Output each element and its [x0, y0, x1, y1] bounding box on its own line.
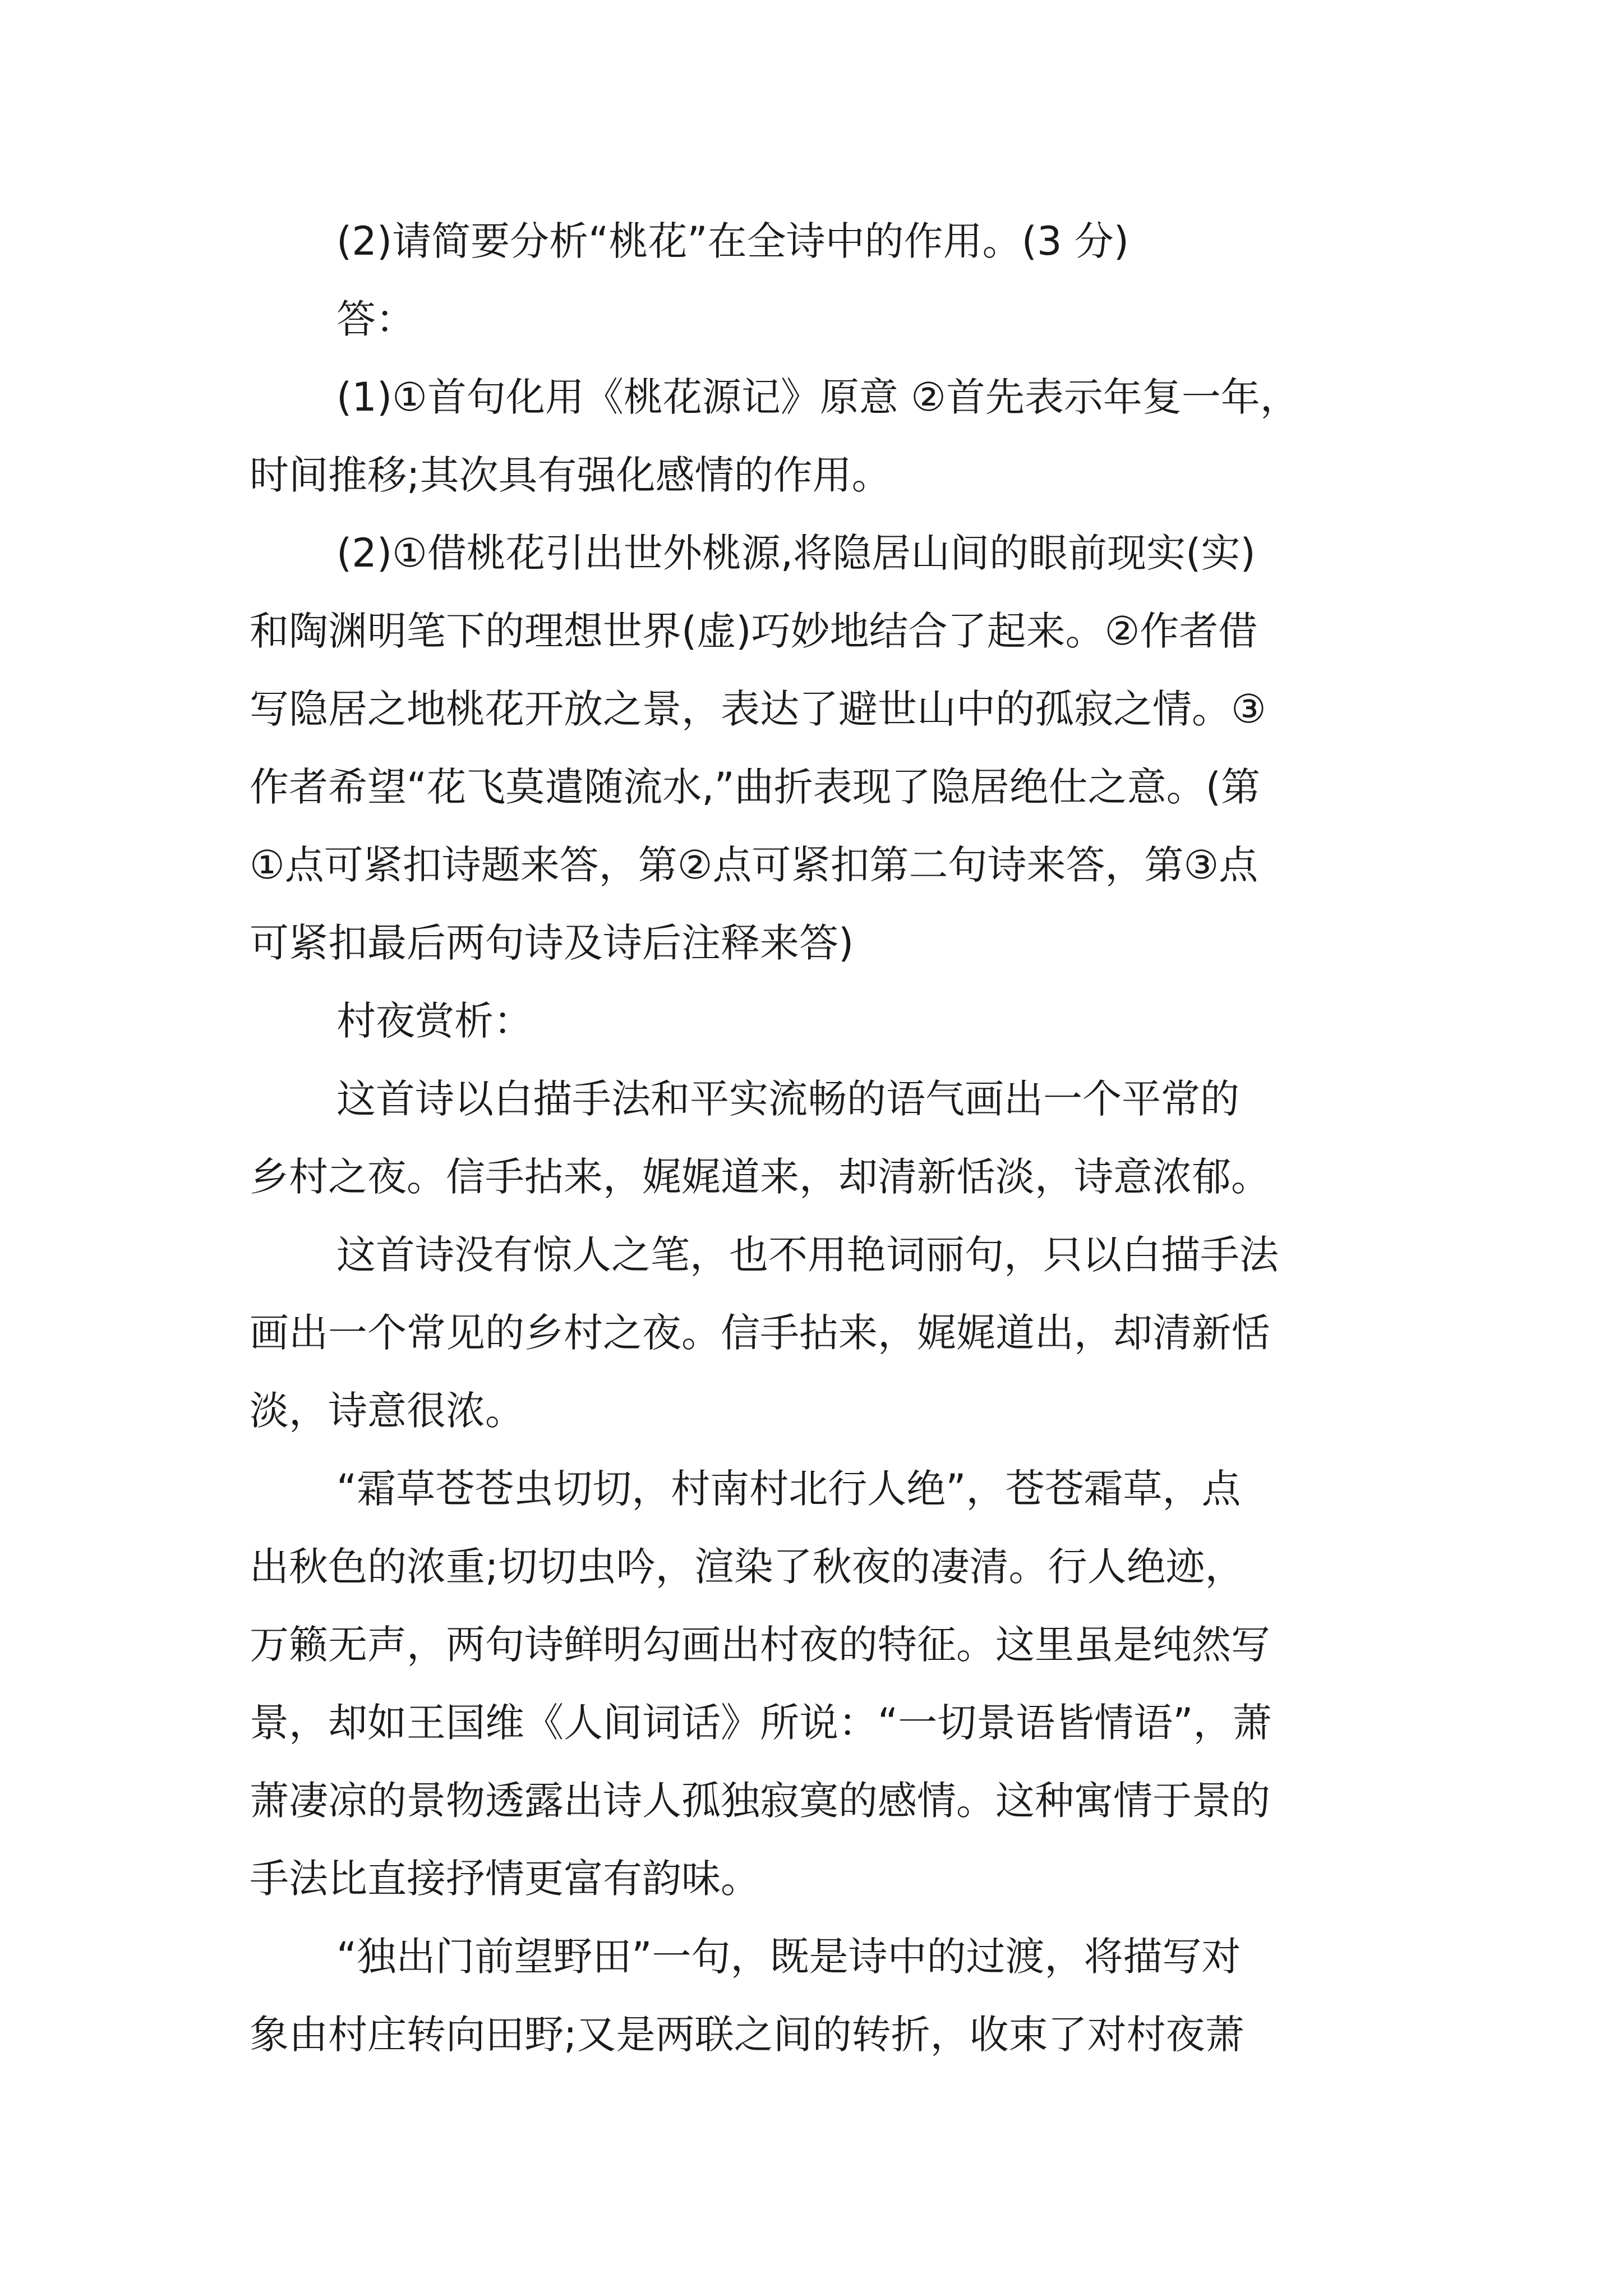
answer-2-line-1: (2)①借桃花引出世外桃源,将隐居山间的眼前现实(实)	[336, 530, 1256, 576]
section-heading: 村夜赏析：	[336, 998, 533, 1044]
paragraph-2-line-1: 这首诗没有惊人之笔，也不用艳词丽句，只以白描手法	[336, 1232, 1279, 1278]
paragraph-3-line-6: 手法比直接抒情更富有韵味。	[250, 1856, 760, 1902]
paragraph-3-line-5: 萧凄凉的景物透露出诗人孤独寂寞的感情。这种寓情于景的	[250, 1778, 1270, 1824]
paragraph-2-line-3: 淡，诗意很浓。	[250, 1388, 524, 1434]
paragraph-3-line-3: 万籁无声，两句诗鲜明勾画出村夜的特征。这里虽是纯然写	[250, 1622, 1270, 1668]
paragraph-4-line-1: “独出门前望野田”一句，既是诗中的过渡，将描写对	[336, 1934, 1241, 1980]
answer-2-line-4: 作者希望“花飞莫遣随流水,”曲折表现了隐居绝仕之意。(第	[250, 764, 1261, 810]
paragraph-3-line-2: 出秋色的浓重;切切虫吟，渲染了秋夜的凄清。行人绝迹，	[250, 1544, 1244, 1590]
paragraph-2-line-2: 画出一个常见的乡村之夜。信手拈来，娓娓道出，却清新恬	[250, 1310, 1270, 1356]
answer-2-line-5: ①点可紧扣诗题来答，第②点可紧扣第二句诗来答，第③点	[250, 842, 1258, 888]
paragraph-1-line-2: 乡村之夜。信手拈来，娓娓道来，却清新恬淡，诗意浓郁。	[250, 1154, 1270, 1200]
answer-2-line-6: 可紧扣最后两句诗及诗后注释来答)	[250, 920, 854, 966]
answer-1-line-2: 时间推移;其次具有强化感情的作用。	[250, 452, 891, 498]
paragraph-3-line-1: “霜草苍苍虫切切，村南村北行人绝”，苍苍霜草，点	[336, 1466, 1241, 1512]
answer-2-line-3: 写隐居之地桃花开放之景，表达了避世山中的孤寂之情。③	[250, 686, 1266, 732]
answer-label: 答：	[336, 296, 415, 342]
answer-1-line-1: (1)①首句化用《桃花源记》原意 ②首先表示年复一年，	[336, 374, 1299, 420]
paragraph-1-line-1: 这首诗以白描手法和平实流畅的语气画出一个平常的	[336, 1076, 1239, 1122]
answer-2-line-2: 和陶渊明笔下的理想世界(虚)巧妙地结合了起来。②作者借	[250, 608, 1258, 654]
question-2: (2)请简要分析“桃花”在全诗中的作用。(3 分)	[336, 218, 1129, 264]
paragraph-3-line-4: 景，却如王国维《人间词话》所说：“一切景语皆情语”，萧	[250, 1700, 1272, 1746]
paragraph-4-line-2: 象由村庄转向田野;又是两联之间的转折，收束了对村夜萧	[250, 2012, 1244, 2058]
